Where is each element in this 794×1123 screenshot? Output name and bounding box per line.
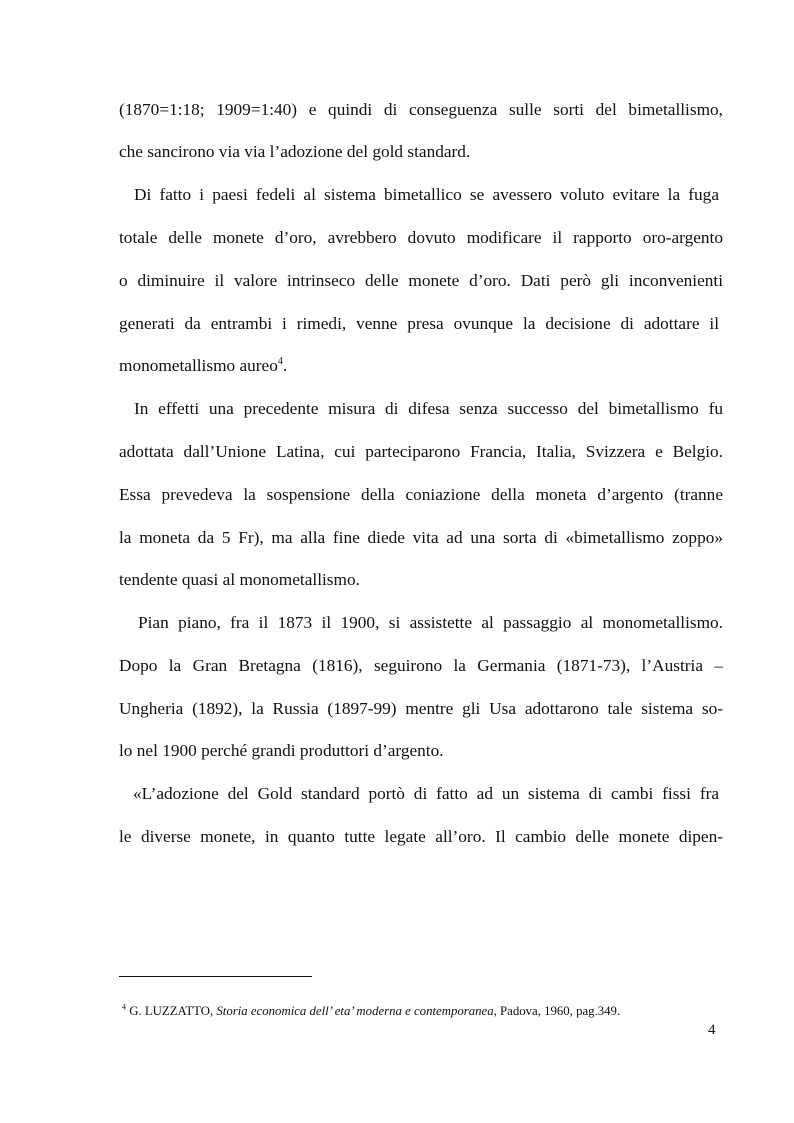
text-line: la moneta da 5 Fr), ma alla fine diede vita ad una sorta di «bimetallismo zoppo» [119, 528, 723, 547]
footnote-author: G. LUZZATTO, [129, 1004, 214, 1018]
footnote-reference: 4 [277, 356, 283, 368]
footnote-number: 4 [122, 1002, 126, 1012]
paragraph-first-line: «L’adozione del Gold standard portò di fatto ad un sistema di cambi fissi fra [133, 784, 719, 803]
text-line [119, 355, 723, 377]
text-line: o diminuire il valore intrinseco delle monete d’oro. Dati però gli inconvenienti [119, 271, 723, 290]
text-line: totale delle monete d’oro, avrebbero dovuto modificare il rapporto oro-argento [119, 228, 723, 247]
text-line: generati da entrambi i rimedi, venne presa ovunque la decisione di adottare il [119, 314, 719, 333]
text-line: che sancirono via via l’adozione del gold standard. [119, 142, 471, 161]
text-line: tendente quasi al monometallismo. [119, 570, 360, 589]
text-line: adottata dall’Unione Latina, cui parteciparono Francia, Italia, Svizzera e Belgio. [119, 442, 723, 461]
text-line: Dopo la Gran Bretagna (1816), seguirono la Germania (1871-73), l’Austria – [119, 656, 723, 675]
footnote [122, 1003, 620, 1019]
footnote-separator [119, 976, 312, 977]
footnote-details: Padova, 1960, pag.349. [500, 1004, 621, 1018]
text-line: Essa prevedeva la sospensione della coniazione della moneta d’argento (tranne [119, 485, 723, 504]
footnote-title: Storia economica dell’ eta’ moderna e contemporanea, [216, 1004, 497, 1018]
text-line: (1870=1:18; 1909=1:40) e quindi di conseguenza sulle sorti del bimetallismo, [119, 100, 723, 119]
text-line: le diverse monete, in quanto tutte legate all’oro. Il cambio delle monete dipen- [119, 827, 723, 846]
text-line-content: monometallismo aureo [119, 356, 278, 375]
paragraph-first-line: Pian piano, fra il 1873 il 1900, si assistette al passaggio al monometallismo. [138, 613, 723, 632]
paragraph-first-line: Di fatto i paesi fedeli al sistema bimetallico se avessero voluto evitare la fuga [134, 185, 719, 204]
sentence-end-period: . [282, 356, 288, 375]
text-line: lo nel 1900 perché grandi produttori d’argento. [119, 741, 444, 760]
page-number: 4 [708, 1022, 716, 1038]
paragraph-first-line: In effetti una precedente misura di difesa senza successo del bimetallismo fu [134, 399, 723, 418]
text-line: Ungheria (1892), la Russia (1897-99) mentre gli Usa adottarono tale sistema so- [119, 699, 723, 718]
